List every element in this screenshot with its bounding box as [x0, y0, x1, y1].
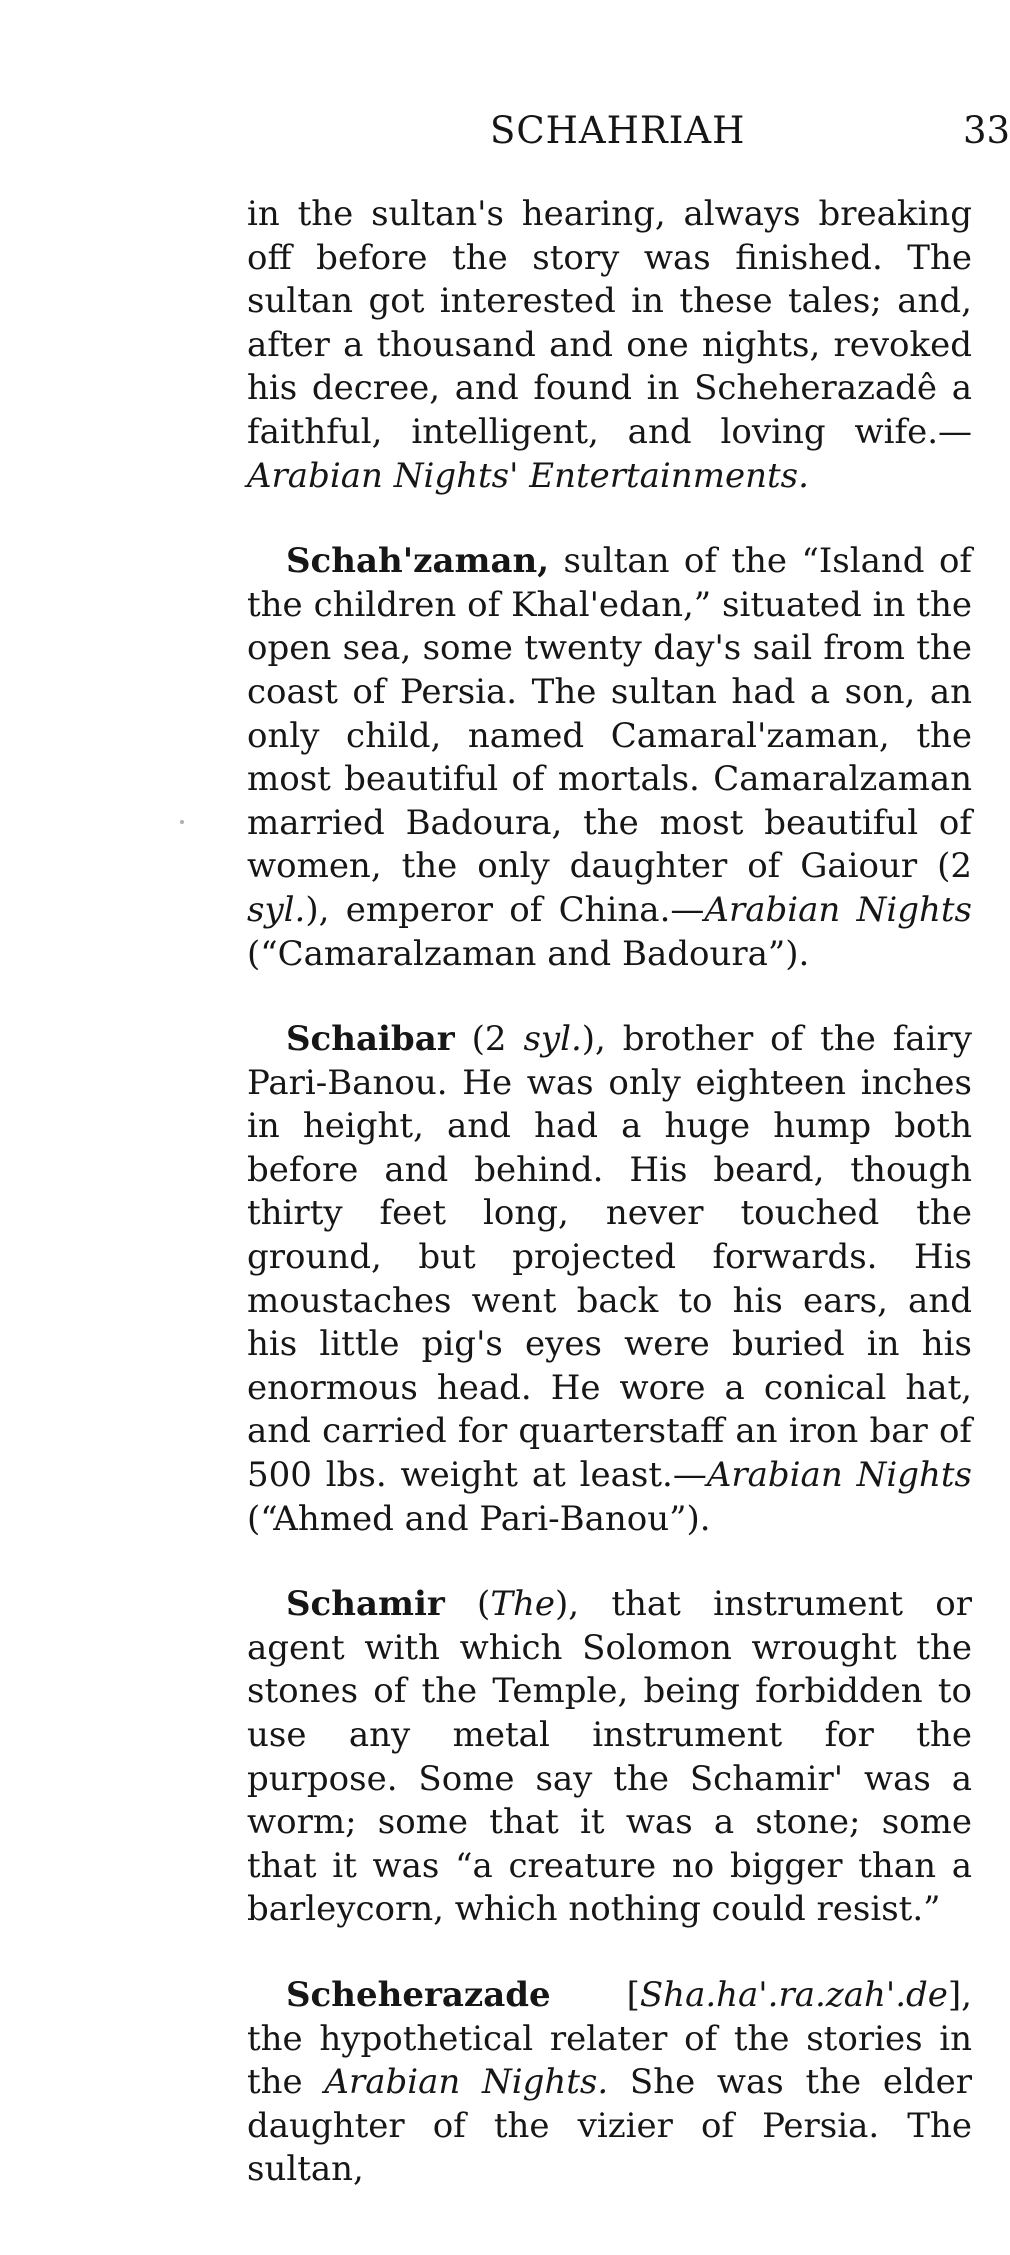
italic-title: Arabian Nights.: [324, 2062, 609, 2103]
body-text: ], the hypothetical relater of the stories in the: [247, 1974, 972, 2103]
italic-text: syl.: [247, 889, 306, 930]
entry-headword: Schah'zaman,: [286, 541, 550, 582]
body-text: sultan of the “Island of the children of Khal'edan,” situated in the open sea, some twenty day's sail from the coast of Persia. The sultan had a son, an only child, named Camaral'zaman, the most beautiful of mortals. Camaralzaman married Badoura, the most beautiful of women, the only daughter of Gaiour (2: [247, 541, 972, 887]
entry-schamir: [247, 1583, 972, 1932]
entry-headword: Scheherazade: [286, 1974, 551, 2015]
pronunciation: Sha.ha'.ra.zah'.de: [639, 1974, 948, 2015]
body-text: She was the elder daughter of the vizier of Persia. The sultan,: [247, 2062, 972, 2190]
body-text: ), that instrument or agent with which Solomon wrought the stones of the Temple, being forbidden to use any metal instrument for the purpose. Some say the Schamir' was a worm; some that it was a stone; some that it was “a creature no bigger than a barleycorn, which nothing could resist.”: [247, 1584, 972, 1930]
source-reference: Arabian Nights' Entertainments.: [247, 455, 809, 496]
italic-text: syl.: [523, 1019, 582, 1060]
entry-schaibar: [247, 1018, 972, 1541]
paragraph-continuation: [247, 193, 972, 498]
running-head: SCHAHRIAH: [490, 109, 746, 152]
stray-ink-mark: [180, 820, 184, 824]
entry-scheherazade: [247, 1974, 972, 2192]
body-text: (2: [454, 1019, 524, 1060]
italic-text: The: [490, 1584, 556, 1625]
body-text: (: [444, 1584, 491, 1625]
body-text: [: [550, 1974, 640, 2015]
source-reference: Arabian Nights: [706, 1455, 973, 1496]
entry-headword: Schaibar: [286, 1019, 455, 1060]
body-text: ), emperor of China.—: [305, 889, 705, 930]
body-text: in the sultan's hearing, always breaking off before the story was finished. The sultan got interested in these tales; and, after a thousand and one nights, revoked his decree, and found in Scheherazadê a faithful, intelligent, and loving wife.—: [247, 194, 972, 452]
entry-headword: Schamir: [286, 1584, 445, 1625]
body-text: (“Camaralzaman and Badoura”).: [247, 933, 810, 974]
entry-schahzaman: [247, 540, 972, 976]
text-column: [247, 193, 972, 2234]
body-text: (“Ahmed and Pari-Banou”).: [247, 1498, 711, 1539]
page-number: 33: [963, 109, 1010, 152]
source-reference: Arabian Nights: [704, 889, 972, 930]
body-text: ), brother of the fairy Pari-Banou. He was only eighteen inches in height, and had a huge hump both before and behind. His beard, though thirty feet long, never touched the ground, but projected forwards. His moustaches went back to his ears, and his little pig's eyes were buried in his enormous head. He wore a conical hat, and carried for quarterstaff an iron bar of 500 lbs. weight at least.—: [247, 1019, 972, 1496]
